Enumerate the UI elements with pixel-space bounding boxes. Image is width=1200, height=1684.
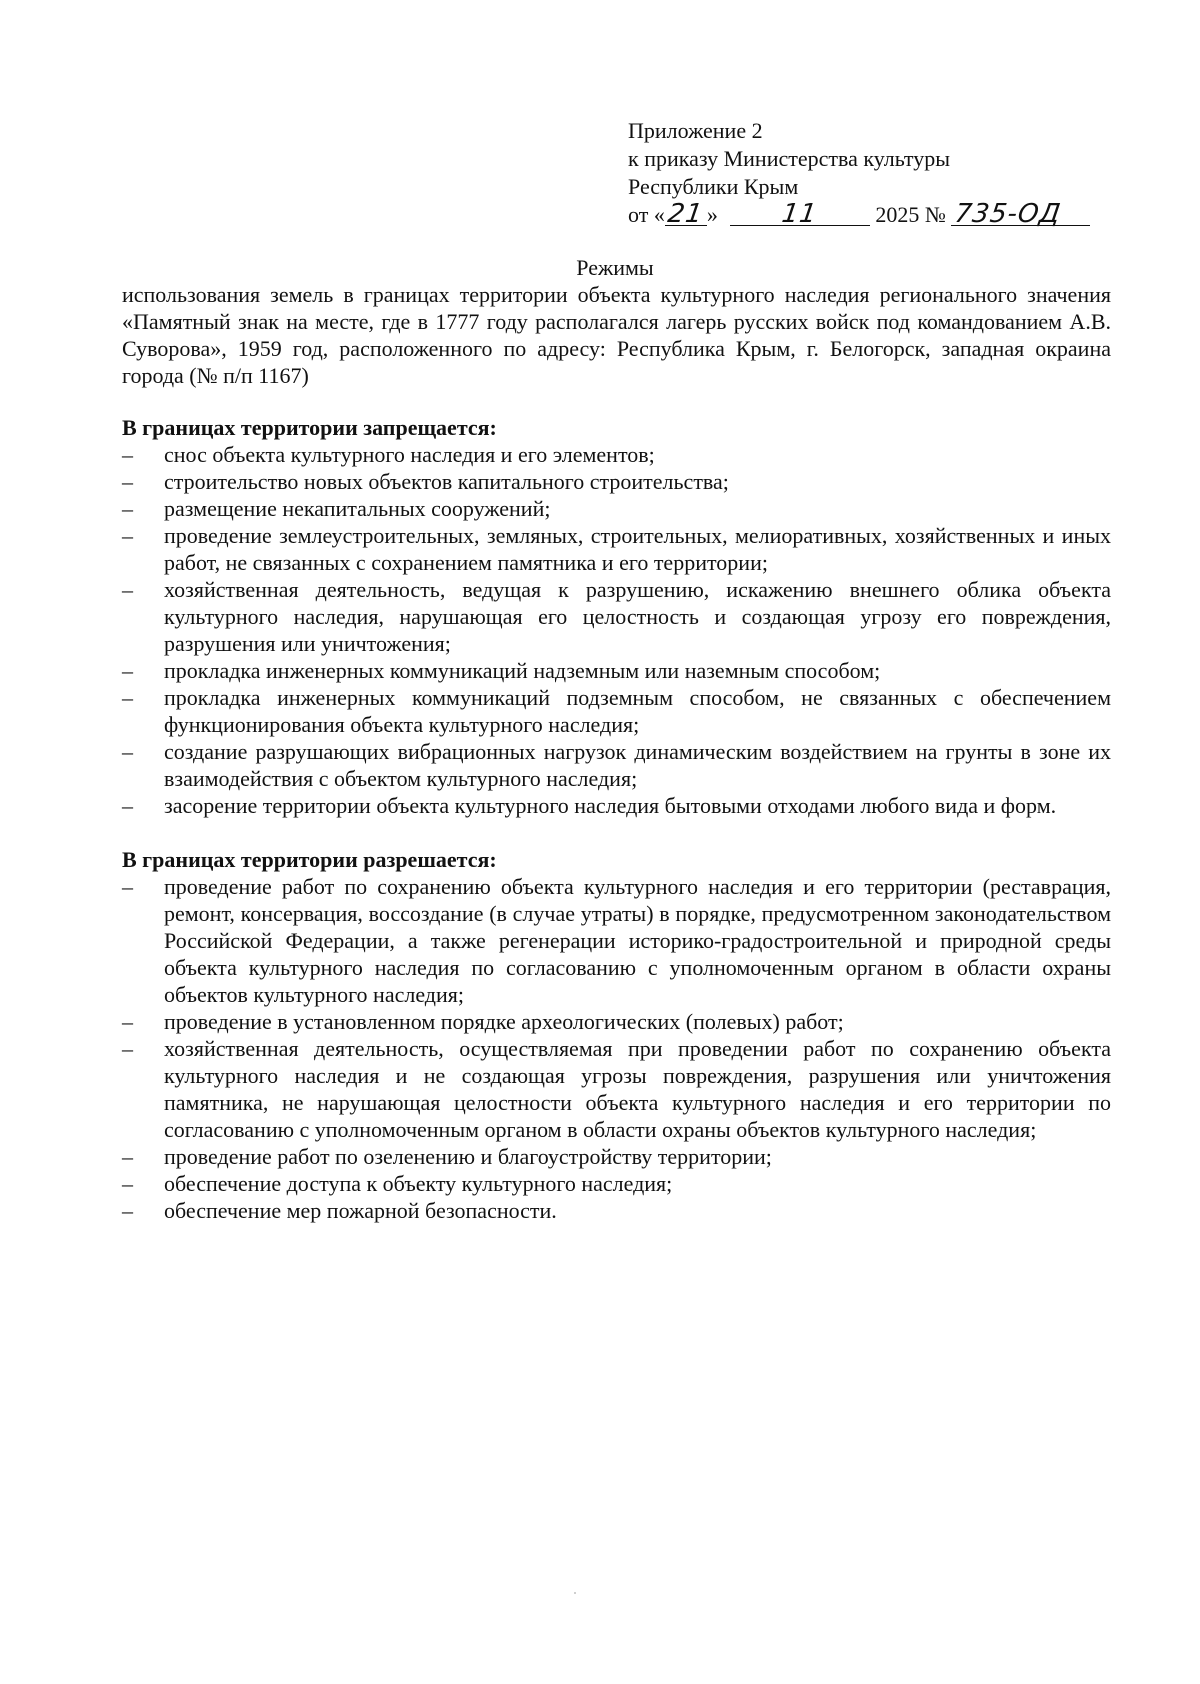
handwritten-month: 11 xyxy=(780,199,820,229)
year-and-number-label: 2025 № xyxy=(875,202,946,227)
list-item-text: обеспечение доступа к объекту культурного наследия; xyxy=(164,1171,673,1196)
list-item xyxy=(122,738,1111,792)
list-dash: – xyxy=(122,739,133,764)
list-dash: – xyxy=(122,577,133,602)
prohibited-list xyxy=(122,441,1111,819)
list-dash: – xyxy=(122,685,133,710)
list-item xyxy=(122,495,1111,522)
list-dash: – xyxy=(122,1198,133,1223)
list-item-text: размещение некапитальных сооружений; xyxy=(164,496,551,521)
list-item xyxy=(122,468,1111,495)
list-item-text: создание разрушающих вибрационных нагрузок динамическим воздействием на грунты в зоне их взаимодействия с объектом культурного наследия; xyxy=(164,739,1111,791)
appendix-header xyxy=(628,117,1148,229)
list-dash: – xyxy=(122,658,133,683)
list-dash: – xyxy=(122,874,133,899)
list-dash: – xyxy=(122,496,133,521)
order-date-line xyxy=(628,201,1148,229)
list-item xyxy=(122,522,1111,576)
list-item xyxy=(122,441,1111,468)
list-item-text: прокладка инженерных коммуникаций надземным или наземным способом; xyxy=(164,658,881,683)
republic-name: Республики Крым xyxy=(628,174,799,199)
list-dash: – xyxy=(122,1144,133,1169)
list-item-text: строительство новых объектов капитального строительства; xyxy=(164,469,729,494)
scan-speck xyxy=(574,1592,576,1594)
list-item xyxy=(122,1035,1111,1143)
document-body xyxy=(122,281,1111,1224)
list-item-text: проведение в установленном порядке археологических (полевых) работ; xyxy=(164,1009,844,1034)
list-dash: – xyxy=(122,1009,133,1034)
list-dash: – xyxy=(122,469,133,494)
list-item-text: снос объекта культурного наследия и его элементов; xyxy=(164,442,655,467)
handwritten-order-number: 735-ОД xyxy=(953,199,1064,229)
date-close-quote: » xyxy=(706,202,718,227)
list-item-text: проведение землеустроительных, земляных, строительных, мелиоративных, хозяйственных и иных работ, не связанных с сохранением памятника и его территории; xyxy=(164,523,1111,575)
list-item-text: проведение работ по сохранению объекта культурного наследия и его территории (реставрация, ремонт, консервация, воссоздание (в случае утраты) в порядке, предусмотренном законодательством Российской Федерации, а также регенерации историко-градостроительной и природной среды объекта культурного наследия по согласованию с уполномоченным органом в области охраны объектов культурного наследия; xyxy=(164,874,1111,1007)
list-item xyxy=(122,1170,1111,1197)
document-title: Режимы xyxy=(576,255,654,280)
allowed-list xyxy=(122,873,1111,1224)
document-subtitle: использования земель в границах территории объекта культурного наследия регионального значения «Памятный знак на месте, где в 1777 году располагался лагерь русских войск под командованием А.В. Суворова», 1959 год, расположенного по адресу: Республика Крым, г. Белогорск, западная окраина города (№ п/п 1167) xyxy=(122,282,1111,388)
list-item xyxy=(122,657,1111,684)
list-dash: – xyxy=(122,442,133,467)
list-item-text: проведение работ по озеленению и благоустройству территории; xyxy=(164,1144,772,1169)
order-number-field xyxy=(951,199,1090,229)
prohibited-heading: В границах территории запрещается: xyxy=(122,415,497,440)
day-field xyxy=(665,199,707,229)
list-item-text: хозяйственная деятельность, ведущая к разрушению, искажению внешнего облика объекта культурного наследия, нарушающая его целостность и создающая угрозу его повреждения, разрушения или уничтожения; xyxy=(164,577,1111,656)
list-item xyxy=(122,792,1111,819)
month-field xyxy=(730,199,870,229)
list-item-text: засорение территории объекта культурного наследия бытовыми отходами любого вида и форм. xyxy=(164,793,1057,818)
date-prefix: от « xyxy=(628,202,665,227)
allowed-heading: В границах территории разрешается: xyxy=(122,847,497,872)
list-item xyxy=(122,684,1111,738)
order-reference: к приказу Министерства культуры xyxy=(628,146,951,171)
list-dash: – xyxy=(122,793,133,818)
list-item xyxy=(122,873,1111,1008)
appendix-label: Приложение 2 xyxy=(628,118,763,143)
list-dash: – xyxy=(122,1171,133,1196)
list-item xyxy=(122,576,1111,657)
list-dash: – xyxy=(122,523,133,548)
list-item xyxy=(122,1143,1111,1170)
list-dash: – xyxy=(122,1036,133,1061)
list-item xyxy=(122,1008,1111,1035)
list-item-text: прокладка инженерных коммуникаций подземным способом, не связанных с обеспечением функционирования объекта культурного наследия; xyxy=(164,685,1111,737)
handwritten-day: 21 xyxy=(666,199,706,229)
list-item xyxy=(122,1197,1111,1224)
list-item-text: хозяйственная деятельность, осуществляемая при проведении работ по сохранению объекта культурного наследия и не создающая угрозы повреждения, разрушения или уничтожения памятника, не нарушающая целостности объекта культурного наследия и его территории по согласованию с уполномоченным органом в области охраны объектов культурного наследия; xyxy=(164,1036,1111,1142)
list-item-text: обеспечение мер пожарной безопасности. xyxy=(164,1198,557,1223)
